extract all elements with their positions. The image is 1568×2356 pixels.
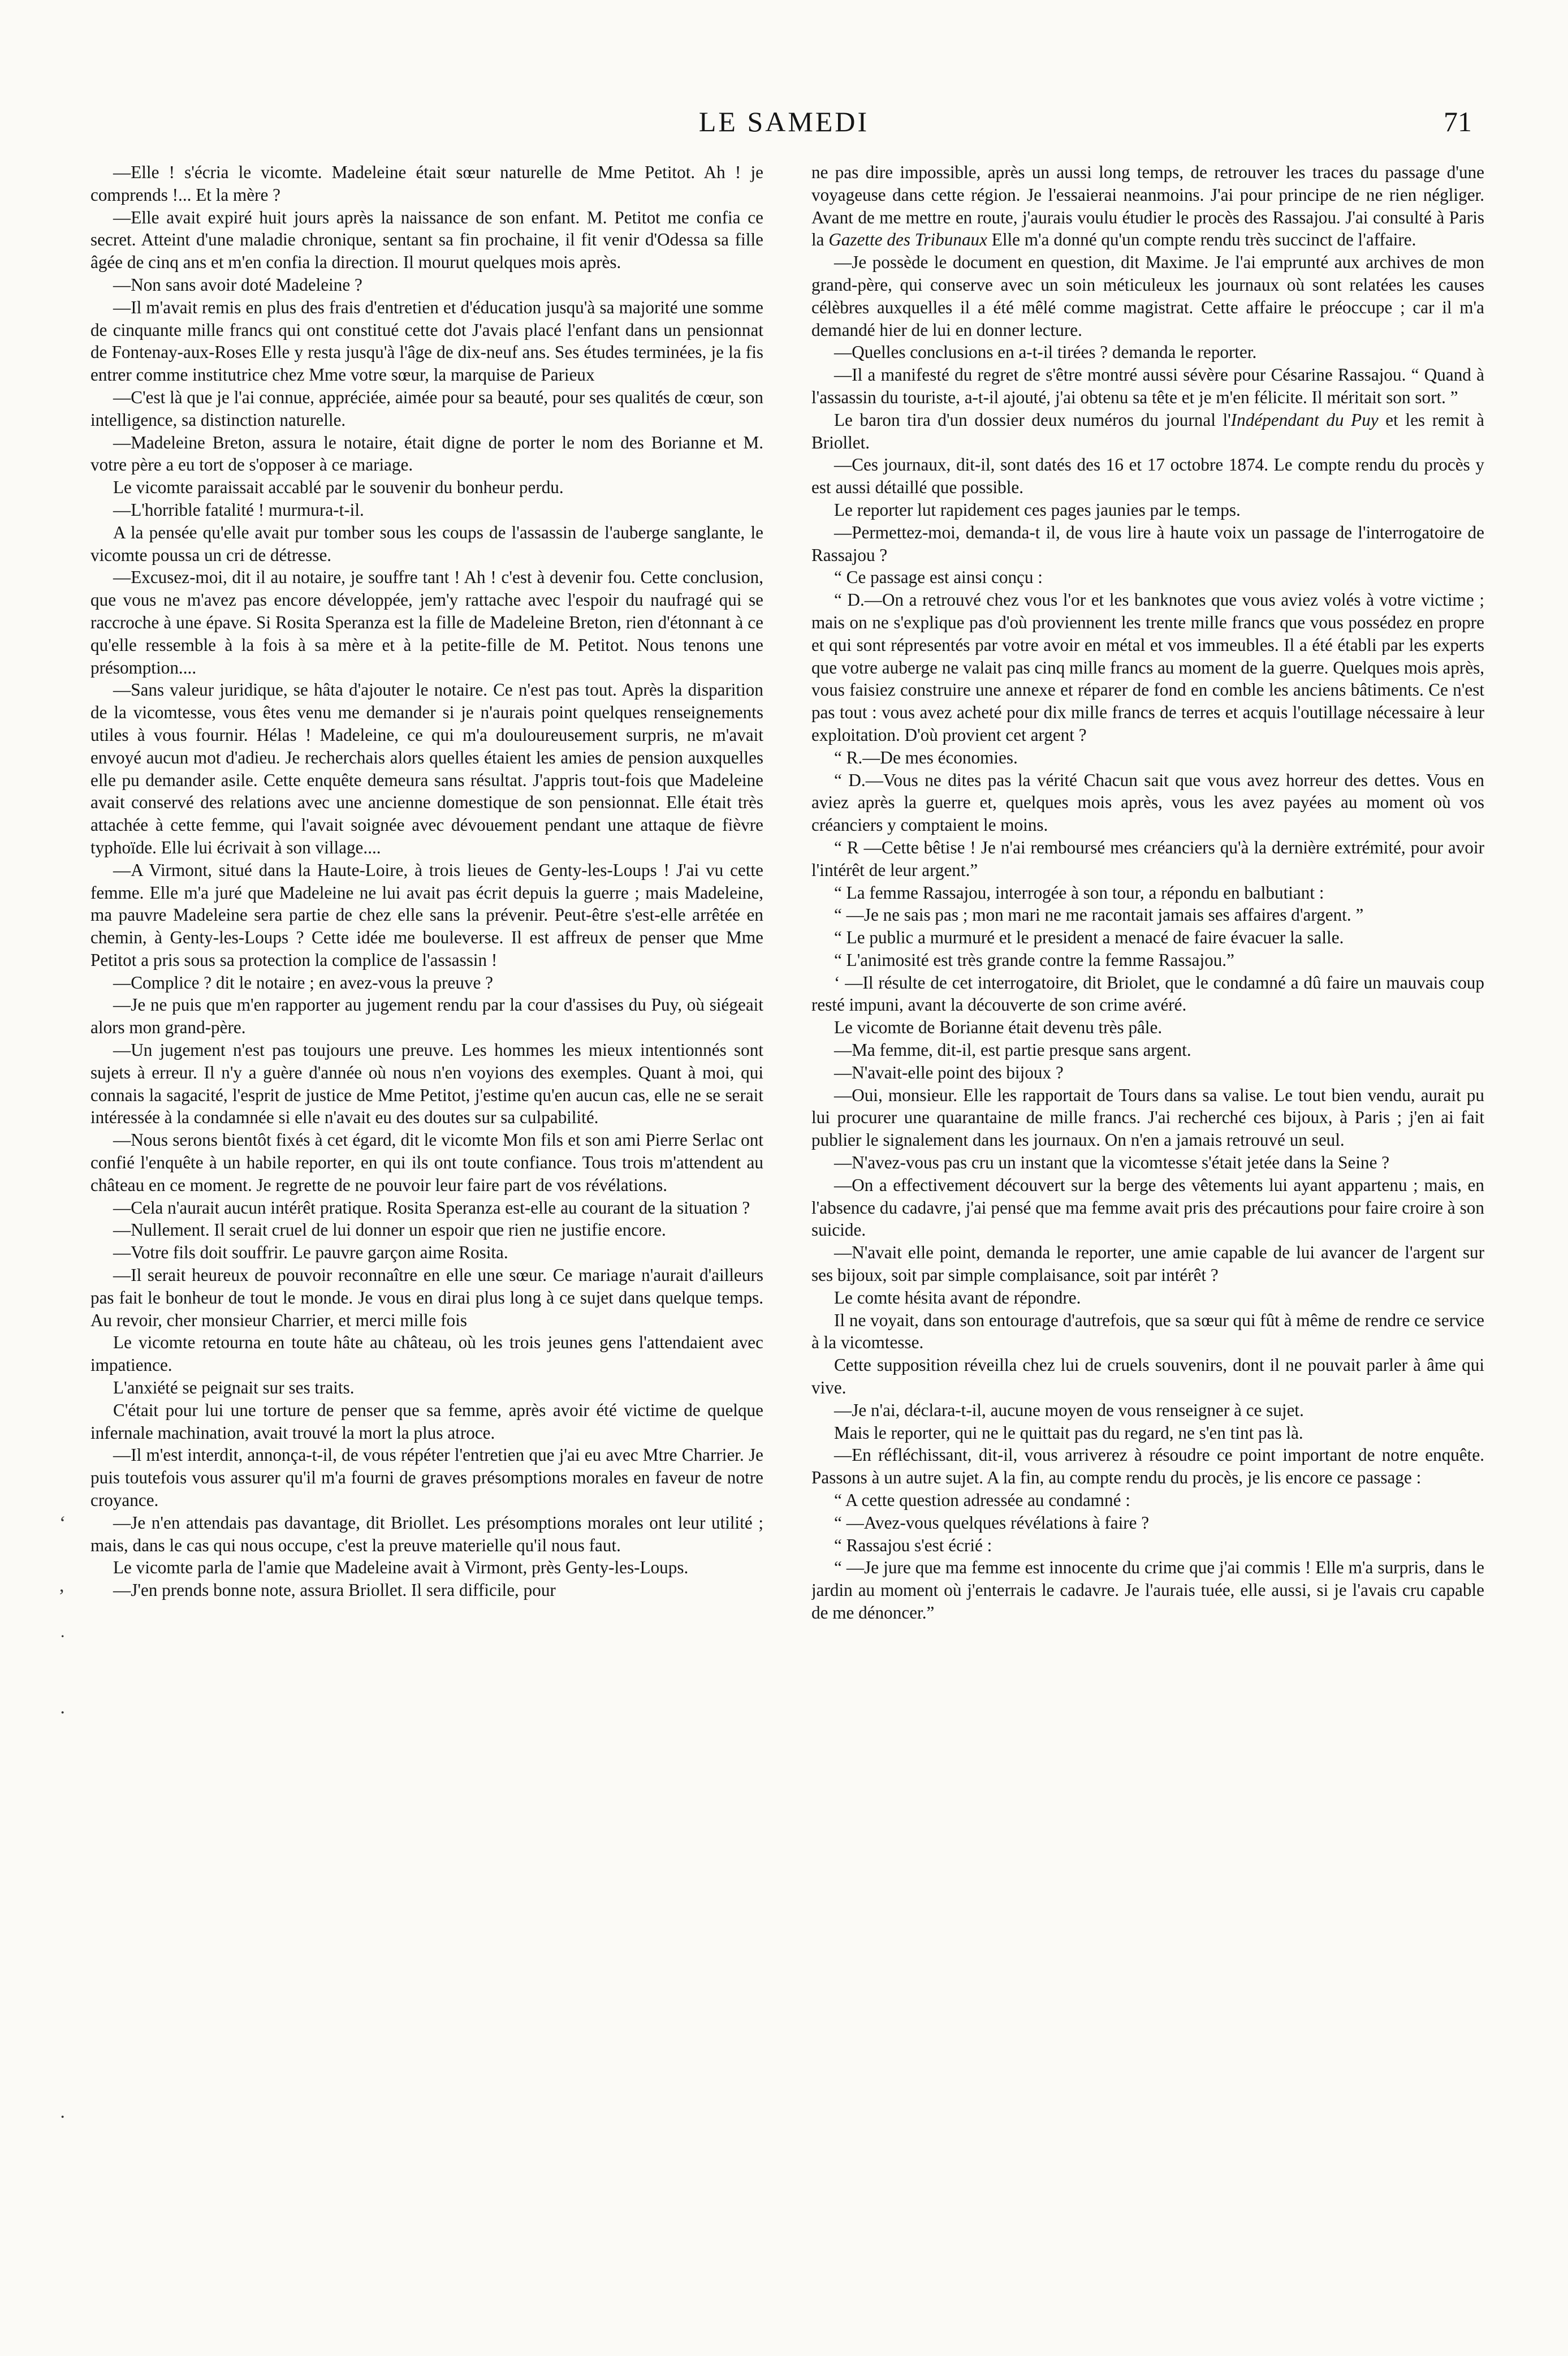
- paragraph: —Ces journaux, dit-il, sont datés des 16 et 17 octobre 1874. Le compte rendu du procès y est aussi détaillé que possible.: [811, 455, 1484, 498]
- paragraph: —Ma femme, dit-il, est partie presque sans argent.: [834, 1040, 1191, 1060]
- paragraph: “ Le public a murmuré et le president a menacé de faire évacuer la salle.: [834, 927, 1344, 948]
- paragraph: C'était pour lui une torture de penser que sa femme, après avoir été victime de quelque infernale machination, avait trouvé la mort la plus atroce.: [90, 1400, 763, 1443]
- paragraph: —Nous serons bientôt fixés à cet égard, dit le vicomte Mon fils et son ami Pierre Serlac ont confié l'enquête à un habile reporter, en qui ils ont toute confiance. Tous trois m'attendent au château en ce moment. Je regrette de ne pouvoir leur faire part de vos révélations.: [90, 1130, 763, 1195]
- paragraph: “ —Avez-vous quelques révélations à faire ?: [834, 1512, 1150, 1533]
- paragraph: —Elle ! s'écria le vicomte. Madeleine était sœur naturelle de Mme Petitot. Ah ! je comprends !... Et la mère ?: [90, 162, 763, 205]
- paragraph: —Un jugement n'est pas toujours une preuve. Les hommes les mieux intentionnés sont sujets à erreur. Il n'y a guère d'année où nous n'en voyions des exemples. Quant à moi, qui connais la sagacité, l'esprit de justice de Mme Petitot, j'estime qu'en aucun cas, elle ne se serait intéressée à la condamnée si elle n'avait eu des doutes sur sa culpabilité.: [90, 1040, 763, 1128]
- paragraph: —L'horrible fatalité ! murmura-t-il.: [113, 499, 364, 520]
- paragraph: —Excusez-moi, dit il au notaire, je souffre tant ! Ah ! c'est à devenir fou. Cette conclusion, que vous ne m'avez pas encore développée, jem'y rattache avec l'espoir du naufragé qui se raccroche à une épave. Si Rosita Speranza est la fille de Madeleine Breton, rien d'étonnant à ce qu'elle ressemble à la fois à sa mère et à la petite-fille de M. Petitot. Nous tenons une présomption....: [90, 567, 763, 678]
- paragraph: —Non sans avoir doté Madeleine ?: [113, 274, 362, 295]
- margin-mark: ·: [59, 2107, 66, 2128]
- paragraph: —Madeleine Breton, assura le notaire, était digne de porter le nom des Borianne et M. votre père a eu tort de s'opposer à ce mariage.: [90, 432, 763, 475]
- paragraph: —Oui, monsieur. Elle les rapportait de Tours dans sa valise. Le tout bien vendu, aurait pu lui procurer une quarantaine de mille francs. J'ai recherché ces bijoux, à Paris ; j'en ai fait publier le signalement dans les journaux. On n'en a jamais retrouvé un seul.: [811, 1085, 1484, 1150]
- paragraph: —C'est là que je l'ai connue, appréciée, aimée pour sa beauté, pour ses qualités de cœur, son intelligence, sa distinction naturelle.: [90, 387, 763, 430]
- paragraph: [811, 161, 1484, 251]
- paragraph: —J'en prends bonne note, assura Briollet. Il sera difficile, pour: [113, 1580, 556, 1600]
- paragraph: L'anxiété se peignait sur ses traits.: [113, 1378, 355, 1398]
- margin-mark: ˙: [59, 1632, 66, 1652]
- paragraph: —Il a manifesté du regret de s'être montré aussi sévère pour Césarine Rassajou. “ Quand à l'assassin du touriste, a-t-il ajouté, j'ai obtenu sa tête et je m'en félicite. Il méritait son sort. ”: [811, 365, 1484, 407]
- paragraph: “ Rassajou s'est écrié :: [834, 1535, 992, 1555]
- left-column: [90, 161, 763, 2288]
- paragraph: —On a effectivement découvert sur la berge des vêtements lui ayant appartenu ; mais, en l'absence du cadavre, j'ai pensé que ma femme avait pris des précautions pour faire croire à son suicide.: [811, 1175, 1484, 1240]
- paragraph: “ A cette question adressée au condamné :: [834, 1490, 1130, 1511]
- paragraph: —Nullement. Il serait cruel de lui donner un espoir que rien ne justifie encore.: [113, 1220, 666, 1240]
- margin-mark: ·: [59, 1702, 66, 1723]
- paragraph: —Je possède le document en question, dit Maxime. Je l'ai emprunté aux archives de mon grand-père, qui conserve avec un soin méticuleux les journaux où sont relatées les causes célèbres auxquelles il a été mêlé comme magistrat. Cette affaire le préoccupe ; car il m'a demandé hier de lui en donner lecture.: [811, 252, 1484, 340]
- paragraph: —Votre fils doit souffrir. Le pauvre garçon aime Rosita.: [113, 1242, 508, 1263]
- publication-title: Indépendant du Puy: [1230, 409, 1379, 430]
- paragraph: —Je n'ai, déclara-t-il, aucune moyen de vous renseigner à ce sujet.: [834, 1400, 1304, 1420]
- paragraph: Le vicomte paraissait accablé par le souvenir du bonheur perdu.: [113, 477, 564, 498]
- paragraph: —N'avez-vous pas cru un instant que la vicomtesse s'était jetée dans la Seine ?: [834, 1153, 1390, 1173]
- page-header: [90, 99, 1478, 144]
- paragraph: “ R.—De mes économies.: [834, 747, 1018, 767]
- paragraph: —N'avait-elle point des bijoux ?: [834, 1062, 1064, 1082]
- paragraph: “ L'animosité est très grande contre la femme Rassajou.”: [834, 950, 1234, 970]
- paragraph: —En réfléchissant, dit-il, vous arriverez à résoudre ce point important de notre enquête. Passons à un autre sujet. A la fin, au compte rendu du procès, je lis encore ce passage :: [811, 1445, 1484, 1488]
- paragraph: —Sans valeur juridique, se hâta d'ajouter le notaire. Ce n'est pas tout. Après la disparition de la vicomtesse, vous êtes venu me demander si je n'aurais point quelques renseignements utiles à vous fournir. Hélas ! Madeleine, ce qui m'a douloureusement surpris, ne m'avait envoyé aucun mot d'adieu. Je recherchais alors quelles étaient les amies de pension auxquelles elle pu demander asile. Cette enquête demeura sans résultat. J'appris tout-fois que Madeleine avait conservé des relations avec une ancienne domestique de son pensionnat. Elle était très attachée à cette femme, qui l'avait soignée avec dévouement pendant une attaque de fièvre typhoïde. Elle lui écrivait à son village....: [90, 680, 763, 857]
- paragraph: —N'avait elle point, demanda le reporter, une amie capable de lui avancer de l'argent sur ses bijoux, soit par simple complaisance, soit par intérêt ?: [811, 1242, 1484, 1285]
- paragraph: —Je n'en attendais pas davantage, dit Briollet. Les présomptions morales ont leur utilité ; mais, dans le cas qui nous occupe, c'est la preuve materielle qu'il nous faut.: [90, 1512, 763, 1555]
- paragraph: —Elle avait expiré huit jours après la naissance de son enfant. M. Petitot me confia ce secret. Atteint d'une maladie chronique, sentant sa fin prochaine, il fit venir d'Odessa sa fille âgée de cinq ans et m'en confia la direction. Il mourut quelques mois après.: [90, 207, 763, 273]
- margin-mark: ‘: [59, 1513, 66, 1534]
- paragraph: “ D.—Vous ne dites pas la vérité Chacun sait que vous avez horreur des dettes. Vous en aviez après la guerre et, quelques mois après, vous les avez payées au moment où vos créanciers y comptaient le moins.: [811, 770, 1484, 835]
- paragraph: “ D.—On a retrouvé chez vous l'or et les banknotes que vous aviez volés à votre victime ; mais on ne s'explique pas d'où proviennent les trente mille francs que vous possédez en propre et qui sont répresentés par votre avoir en métal et vos immeubles. Il a été établi par les experts que votre auberge ne valait pas cinq mille francs au moment de la guerre. Quelques mois après, vous faisiez construire une annexe et réparer de fond en comble les anciens bâtiments. Ce n'est pas tout : vous avez acheté pour dix mille francs de terres et acquis l'outillage nécessaire à leur exploitation. D'où provient cet argent ?: [811, 590, 1484, 745]
- page-number: 71: [1444, 106, 1472, 137]
- paragraph: —Permettez-moi, demanda-t il, de vous lire à haute voix un passage de l'interrogatoire de Rassajou ?: [811, 522, 1484, 565]
- paragraph: —Je ne puis que m'en rapporter au jugement rendu par la cour d'assises du Puy, où siégeait alors mon grand-père.: [90, 995, 763, 1038]
- paragraph: A la pensée qu'elle avait pur tomber sous les coups de l'assassin de l'auberge sanglante, le vicomte poussa un cri de détresse.: [90, 522, 763, 565]
- publication-title: Gazette des Tribunaux: [828, 230, 987, 250]
- paragraph: ‘ —Il résulte de cet interrogatoire, dit Briolet, que le condamné a dû faire un mauvais coup resté impuni, avant la découverte de son crime avéré.: [811, 972, 1484, 1015]
- paragraph: Mais le reporter, qui ne le quittait pas du regard, ne s'en tint pas là.: [834, 1422, 1303, 1443]
- paragraph: [811, 409, 1484, 454]
- paragraph: Le vicomte de Borianne était devenu très pâle.: [834, 1017, 1163, 1038]
- paragraph: Le vicomte parla de l'amie que Madeleine avait à Virmont, près Genty-les-Loups.: [113, 1557, 689, 1578]
- text-run: Le baron tira d'un dossier deux numéros du journal l': [834, 409, 1231, 430]
- text-run: Elle m'a donné qu'un compte rendu très succinct de l'affaire.: [991, 230, 1416, 250]
- paragraph: —Cela n'aurait aucun intérêt pratique. Rosita Speranza est-elle au courant de la situation ?: [113, 1197, 750, 1218]
- running-title: LE SAMEDI: [698, 106, 870, 137]
- paragraph: Cette supposition réveilla chez lui de cruels souvenirs, dont il ne pouvait parler à âme qui vive.: [811, 1355, 1484, 1398]
- paragraph: Le comte hésita avant de répondre.: [834, 1287, 1081, 1308]
- paragraph: “ R —Cette bêtise ! Je n'ai remboursé mes créanciers qu'à la dernière extrémité, pour avoir l'intérêt de leur argent.”: [811, 837, 1484, 880]
- paragraph: —Complice ? dit le notaire ; en avez-vous la preuve ?: [113, 972, 494, 993]
- paragraph: Le vicomte retourna en toute hâte au château, où les trois jeunes gens l'attendaient avec impatience.: [90, 1332, 763, 1375]
- paragraph: —Il m'avait remis en plus des frais d'entretien et d'éducation jusqu'à sa majorité une somme de cinquante mille francs qui ont constitué cette dot J'avais placé l'enfant dans un pensionnat de Fontenay-aux-Roses Elle y resta jusqu'à l'âge de dix-neuf ans. Ses études terminées, je la fis entrer comme institutrice chez Mme votre sœur, la marquise de Parieux: [90, 297, 763, 385]
- text-run: ne pas dire impossible, après un aussi long temps, de retrouver les traces du passage d'une voyageuse dans cette région. Je l'essaierai neanmoins. J'ai pour principe de ne rien négliger. Avant de me mettre en route, j'aurais voulu étudier le procès des Rassajou. J'ai consulté à Paris la: [811, 162, 1484, 250]
- paragraph: Il ne voyait, dans son entourage d'autrefois, que sa sœur qui fût à même de rendre ce service à la vicomtesse.: [811, 1310, 1484, 1353]
- paragraph: —Il serait heureux de pouvoir reconnaître en elle une sœur. Ce mariage n'aurait d'ailleurs pas fait le bonheur de tout le monde. Je vous en dirai plus long à ce sujet dans quelque temps. Au revoir, cher monsieur Charrier, et merci mille fois: [90, 1265, 763, 1330]
- paragraph: “ —Je jure que ma femme est innocente du crime que j'ai commis ! Elle m'a surpris, dans le jardin au moment où j'enterrais le cadavre. Je l'aurais tuée, elle aussi, si je l'avais cru capable de me dénoncer.”: [811, 1557, 1484, 1623]
- text-run: et les remit à Briollet.: [811, 409, 1484, 452]
- paragraph: “ —Je ne sais pas ; mon mari ne me racontait jamais ses affaires d'argent. ”: [834, 905, 1364, 925]
- margin-mark: ,: [59, 1575, 64, 1596]
- paragraph: —Quelles conclusions en a-t-il tirées ? demanda le reporter.: [834, 342, 1257, 363]
- paragraph: Le reporter lut rapidement ces pages jaunies par le temps.: [834, 499, 1241, 520]
- paragraph: “ Ce passage est ainsi conçu :: [834, 567, 1043, 588]
- paragraph: —Il m'est interdit, annonça-t-il, de vous répéter l'entretien que j'ai eu avec Mtre Charrier. Je puis toutefois vous assurer qu'il m'a fourni de graves présomptions morales en faveur de notre croyance.: [90, 1445, 763, 1511]
- paragraph: —A Virmont, situé dans la Haute-Loire, à trois lieues de Genty-les-Loups ! J'ai vu cette femme. Elle m'a juré que Madeleine ne lui avait pas écrit depuis la guerre ; mais Madeleine, ma pauvre Madeleine sera partie de chez elle sans la prévenir. Peut-être s'est-elle arrêtée en chemin, à Genty-les-Loups ? Cette idée me bouleverse. Il est affreux de penser que Mme Petitot a pris sous sa protection la complice de l'assassin !: [90, 860, 763, 970]
- right-column: [811, 161, 1484, 2288]
- paragraph: “ La femme Rassajou, interrogée à son tour, a répondu en balbutiant :: [834, 882, 1324, 903]
